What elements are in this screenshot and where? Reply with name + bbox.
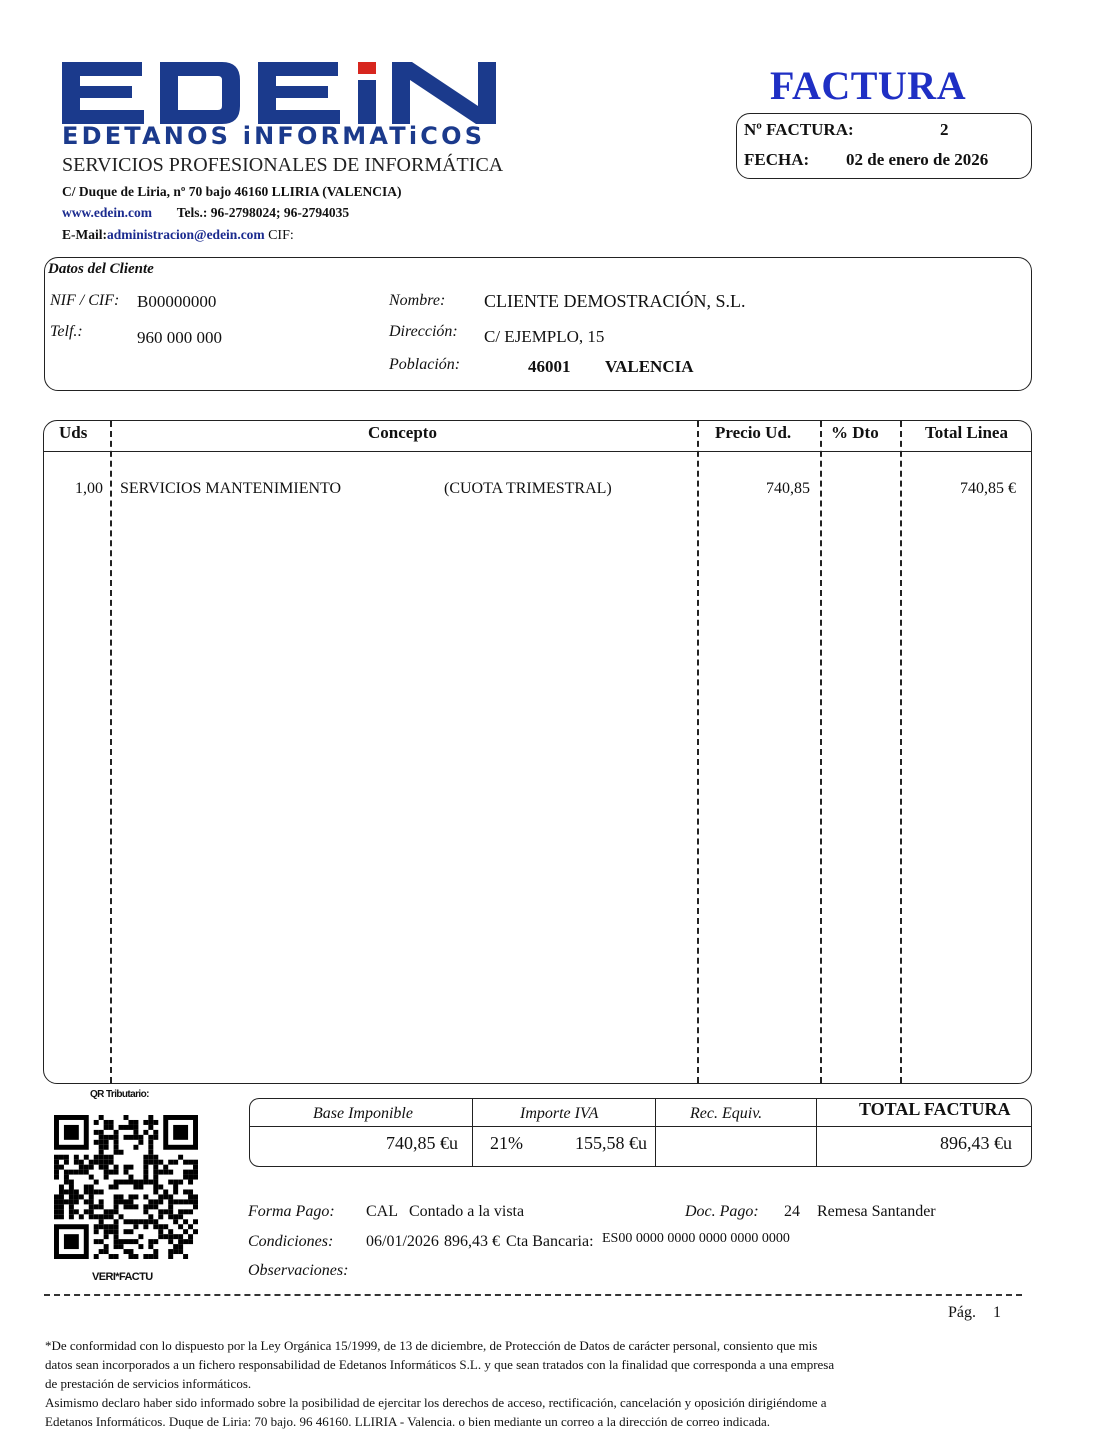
- legal-line: datos sean incorporados a un fichero responsabilidad de Edetanos Informáticos S.L. y que sean tratados con la finalidad que corresponda a una empresa: [45, 1357, 835, 1372]
- tel-value: 960 000 000: [137, 328, 222, 347]
- client-postal-code: 46001: [528, 357, 571, 376]
- company-phones: Tels.: 96-2798024; 96-2794035: [176, 205, 350, 220]
- total-label: TOTAL FACTURA: [859, 1099, 1011, 1119]
- legal-line: *De conformidad con lo dispuesto por la Ley Orgánica 15/1999, de 13 de diciembre, de Protección de Datos de carácter personal, consiento que mis: [45, 1338, 818, 1353]
- row-total: 740,85 €: [960, 480, 1016, 497]
- doc-pago-value: Remesa Santander: [817, 1203, 936, 1220]
- tel-label: Telf.:: [50, 323, 83, 340]
- cta-value: ES00 0000 0000 0000 0000 0000: [602, 1231, 790, 1246]
- invoice-title: FACTURA: [770, 63, 967, 108]
- totals-divider: [250, 1126, 1031, 1127]
- edein-logo-mark: [62, 62, 498, 124]
- nif-label: NIF / CIF:: [50, 292, 120, 309]
- rec-label: Rec. Equiv.: [690, 1105, 763, 1122]
- lines-header-divider: [44, 451, 1031, 452]
- invoice-date: 02 de enero de 2026: [846, 150, 989, 169]
- observaciones-label: Observaciones:: [248, 1262, 349, 1279]
- header-total: Total Linea: [925, 423, 1008, 442]
- name-label: Nombre:: [389, 292, 446, 309]
- company-contact: [62, 205, 349, 221]
- legal-line: de prestación de servicios informáticos.: [45, 1376, 252, 1391]
- doc-pago-label: Doc. Pago:: [685, 1203, 759, 1220]
- client-town: VALENCIA: [605, 357, 694, 376]
- nif-value: B00000000: [137, 292, 217, 311]
- header-uds: Uds: [59, 423, 88, 442]
- total-value: 896,43 €u: [940, 1133, 1012, 1153]
- qr-top-label: QR Tributario:: [90, 1089, 149, 1100]
- company-address: C/ Duque de Liria, nº 70 bajo 46160 LLIRIA (VALENCIA): [62, 184, 402, 199]
- header-precio: Precio Ud.: [715, 423, 792, 442]
- forma-pago-value: Contado a la vista: [409, 1203, 525, 1220]
- header-dto: % Dto: [831, 423, 879, 442]
- client-name: CLIENTE DEMOSTRACIÓN, S.L.: [484, 291, 746, 311]
- iva-rate: 21%: [490, 1133, 523, 1153]
- company-tagline: SERVICIOS PROFESIONALES DE INFORMÁTICA: [62, 154, 504, 176]
- row-detalle: (CUOTA TRIMESTRAL): [444, 480, 612, 497]
- iva-label: Importe IVA: [520, 1105, 599, 1122]
- company-email-line: [62, 227, 294, 244]
- invoice-number-label: Nº FACTURA:: [744, 120, 854, 139]
- forma-pago-code: CAL: [366, 1203, 398, 1220]
- condiciones-date: 06/01/2026: [366, 1233, 439, 1250]
- condiciones-amount: 896,43 €: [444, 1233, 500, 1250]
- qr-code-image: [54, 1115, 198, 1259]
- base-label: Base Imponible: [313, 1105, 413, 1122]
- legal-text: [45, 1336, 834, 1431]
- invoice-number: 2: [940, 120, 949, 139]
- col-divider-uds: [110, 421, 112, 1083]
- page-label: Pág.: [948, 1304, 976, 1321]
- totals-col-2: [655, 1099, 656, 1166]
- doc-pago-code: 24: [784, 1203, 800, 1220]
- client-address: C/ EJEMPLO, 15: [484, 327, 605, 346]
- cif-label: CIF:: [268, 228, 294, 243]
- legal-line: Asimismo declaro haber sido informado sobre la posibilidad de ejercitar los derechos de acceso, rectificación, cancelación y oposición dirigiéndome a: [45, 1395, 827, 1410]
- col-divider-precio: [820, 421, 822, 1083]
- condiciones-label: Condiciones:: [248, 1233, 334, 1250]
- email-label: E-Mail:: [62, 227, 107, 242]
- col-divider-concepto: [697, 421, 699, 1083]
- company-email-link[interactable]: administracion@edein.com: [107, 227, 265, 242]
- invoice-date-label: FECHA:: [744, 150, 810, 169]
- totals-col-1: [472, 1099, 473, 1166]
- page-number: 1: [993, 1304, 1001, 1321]
- base-value: 740,85 €u: [386, 1133, 458, 1153]
- company-subtitle: EDETANOS iNFORMATiCOS: [62, 122, 486, 150]
- client-section-title: Datos del Cliente: [48, 261, 154, 277]
- col-divider-dto: [900, 421, 902, 1083]
- lines-table: [43, 420, 1032, 1084]
- iva-amount: 155,58 €u: [575, 1133, 647, 1153]
- header-concepto: Concepto: [368, 423, 437, 442]
- address-label: Dirección:: [389, 323, 458, 340]
- legal-line: Edetanos Informáticos. Duque de Liria: 70 bajo. 96 46160. LLIRIA - Valencia. o bien mediante un correo a la dirección de correo indicada.: [45, 1414, 770, 1429]
- qr-code: [54, 1115, 198, 1259]
- forma-pago-label: Forma Pago:: [248, 1203, 335, 1220]
- cta-label: Cta Bancaria:: [506, 1233, 594, 1250]
- totals-col-3: [816, 1099, 817, 1166]
- row-concepto: SERVICIOS MANTENIMIENTO: [120, 480, 342, 497]
- footer-divider: [44, 1294, 1022, 1296]
- town-label: Población:: [389, 356, 461, 373]
- company-logo: [62, 62, 498, 124]
- row-uds: 1,00: [75, 480, 103, 497]
- row-precio: 740,85: [766, 480, 810, 497]
- qr-bottom-label: VERI*FACTU: [92, 1271, 153, 1283]
- company-web-link[interactable]: www.edein.com: [62, 205, 152, 220]
